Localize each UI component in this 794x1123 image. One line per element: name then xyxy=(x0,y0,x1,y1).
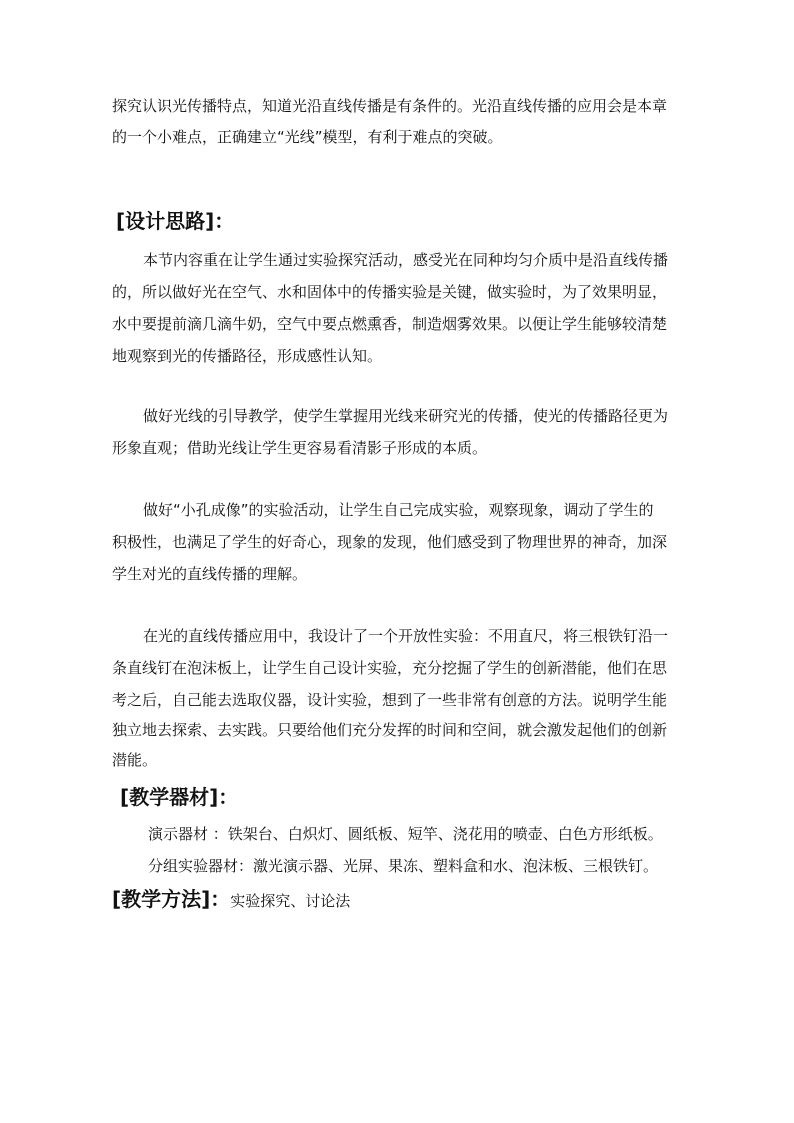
design-p3-line-2: 积极性，也满足了学生的好奇心，现象的发现，他们感受到了物理世界的神奇，加深 xyxy=(112,533,668,551)
equipment-demo-line: 演示器材 ：铁架台、白炽灯、圆纸板、短竿、浇花用的喷壶、白色方形纸板。 xyxy=(148,825,663,843)
design-p4-line-4: 独立地去探索、去实践。只要给他们充分发挥的时间和空间，就会激发起他们的创新 xyxy=(112,721,668,739)
design-p1-line-1: 本节内容重在让学生通过实验探究活动，感受光在同种均匀介质中是沿直线传播 xyxy=(143,251,669,269)
design-p4-line-1: 在光的直线传播应用中，我设计了一个开放性实验：不用直尺，将三根铁钉沿一 xyxy=(143,627,669,645)
design-p4-line-5: 潜能。 xyxy=(112,751,158,769)
design-p1-line-2: 的，所以做好光在空气、水和固体中的传播实验是关键，做实验时，为了效果明显， xyxy=(112,283,668,301)
design-p2-line-2: 形象直观；借助光线让学生更容易看清影子形成的本质。 xyxy=(112,439,488,457)
design-p3-line-3: 学生对光的直线传播的理解。 xyxy=(112,565,308,583)
design-p1-line-4: 地观察到光的传播路径，形成感性认知。 xyxy=(112,347,383,365)
intro-line-1: 探究认识光传播特点，知道光沿直线传播是有条件的。光沿直线传播的应用会是本章 xyxy=(112,97,668,115)
design-p3-line-1: 做好“小孔成像”的实验活动，让学生自己完成实验，观察现象，调动了学生的 xyxy=(143,501,654,519)
method-heading-row xyxy=(112,886,350,914)
equipment-group-line: 分组实验器材：激光演示器、光屏、果冻、塑料盒和水、泡沫板、三根铁钉。 xyxy=(148,857,659,875)
design-p4-line-3: 考之后，自己能去选取仪器，设计实验，想到了一些非常有创意的方法。说明学生能 xyxy=(112,691,668,709)
method-heading: [教学方法]： xyxy=(112,887,231,911)
equipment-heading: [教学器材]： xyxy=(120,785,239,809)
intro-line-2: 的一个小难点，正确建立“光线”模型，有利于难点的突破。 xyxy=(112,128,503,146)
method-text: 实验探究、讨论法 xyxy=(230,892,351,910)
design-p2-line-1: 做好光线的引导教学，使学生掌握用光线来研究光的传播，使光的传播路径更为 xyxy=(143,407,669,425)
design-p1-line-3: 水中要提前滴几滴牛奶，空气中要点燃熏香，制造烟雾效果。以便让学生能够较清楚 xyxy=(112,315,668,333)
design-heading: [设计思路]： xyxy=(116,209,235,233)
design-p4-line-2: 条直线钉在泡沫板上，让学生自己设计实验，充分挖掘了学生的创新潜能，他们在思 xyxy=(112,659,668,677)
